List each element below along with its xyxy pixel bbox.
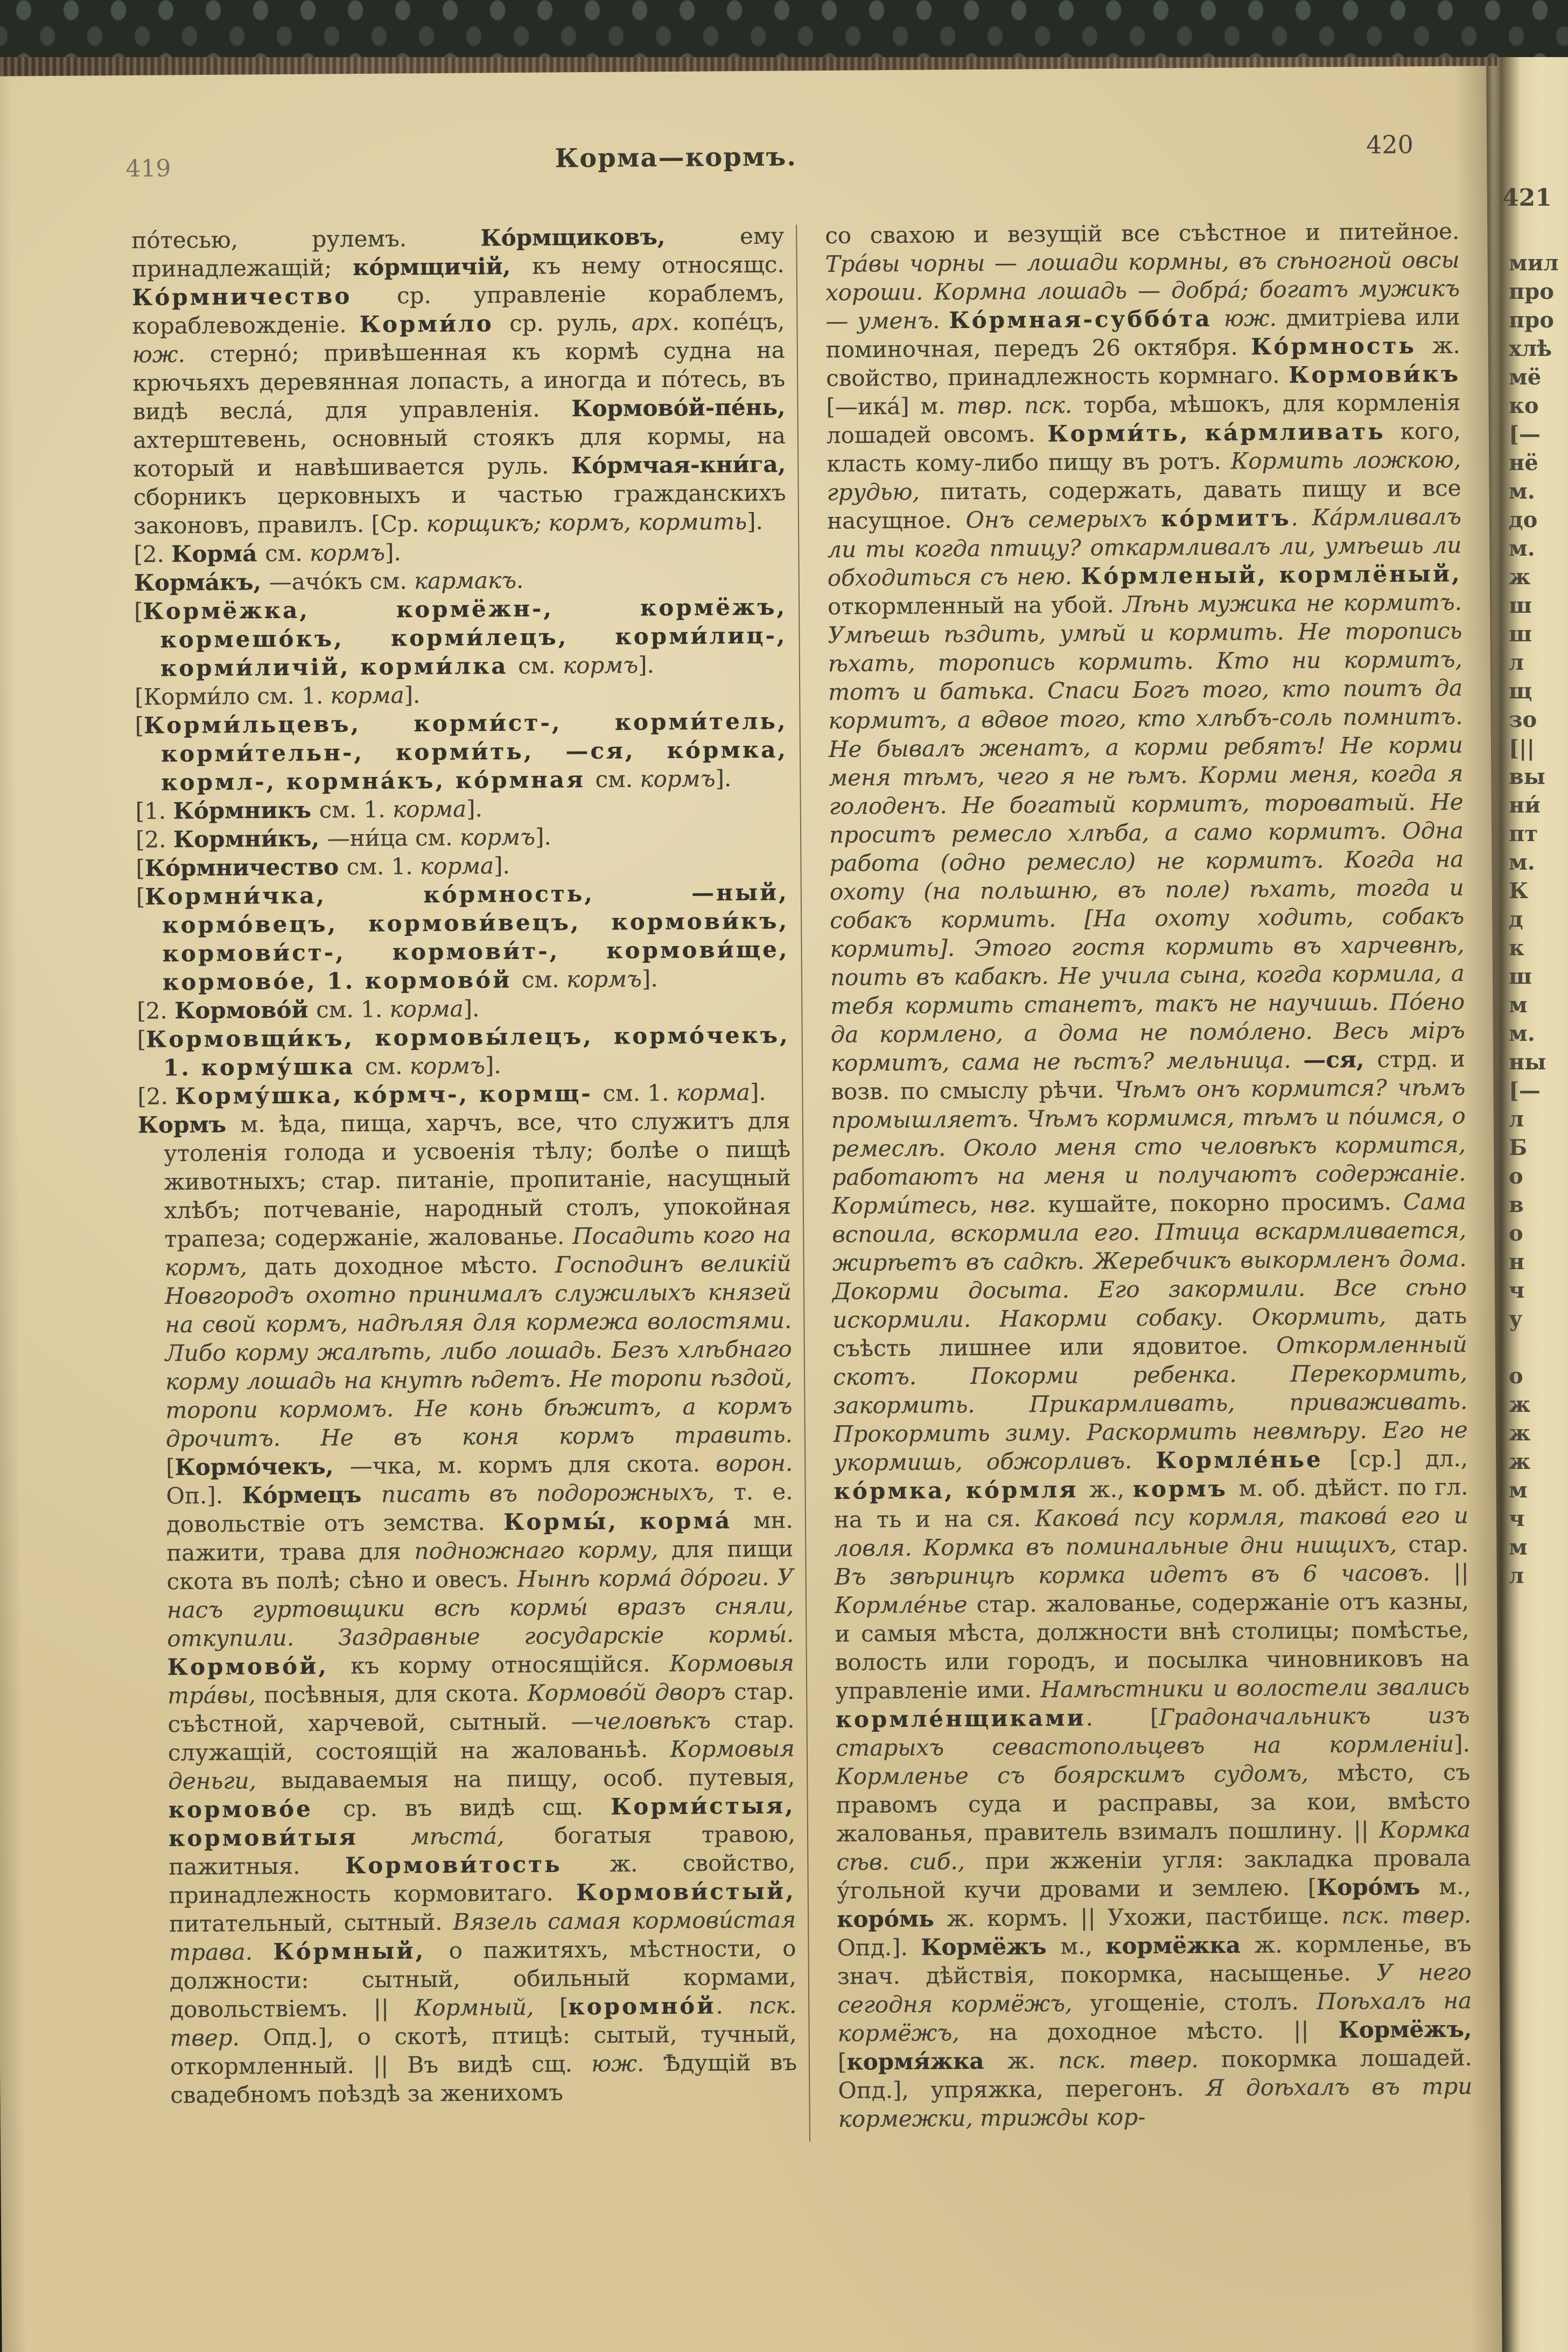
text-segment: Кормни́чка, ко́рмность, —ный, кормо́вецъ, кормови́вецъ, кормови́къ, кормови́ст-, кормови́т-, кормови́ще, кормово́е, 1. кормово́й (145, 879, 789, 996)
next-page-text-fragment: м (1509, 992, 1528, 1018)
text-segment: корма (419, 852, 494, 880)
text-segment: мѣста́, (410, 1822, 555, 1850)
text-segment: корщикъ; кормъ, кормить (426, 508, 747, 537)
text-segment: [ср.] дл., (1349, 1445, 1468, 1473)
text-segment: —чка, м. кормъ для скота. (349, 1450, 716, 1480)
text-segment: Ко́рмникъ (173, 796, 319, 824)
scanner-mat (0, 0, 1568, 57)
next-page-text-fragment: м. (1509, 536, 1535, 561)
text-segment: см. 1. (319, 796, 393, 823)
next-page-text-fragment: ш (1509, 593, 1532, 618)
text-segment: питать, содержать, давать пищу и все насущное. (827, 474, 1461, 534)
text-segment: корма (676, 1079, 751, 1106)
text-segment: нвг. (989, 1191, 1048, 1218)
text-segment: Кормёжъ, (1338, 2015, 1472, 2043)
text-segment: [ (136, 883, 145, 910)
next-page-text-fragment: ж (1509, 1392, 1531, 1417)
entry-paragraph (136, 821, 788, 853)
text-segment: для пищи скота въ полѣ; сѣно и овесъ. (166, 1535, 794, 1595)
next-page-text-fragment: н (1509, 1249, 1525, 1275)
running-title: Корма—кормъ. (555, 142, 797, 174)
text-segment: Чѣмъ онъ кормится? чѣмъ промышляетъ. Чѣмъ кормимся, тѣмъ и по́имся, о ремеслѣ. Около меня сто человѣкъ кормится, работаютъ на меня и получаютъ содержаніе. Корми́тесь, (831, 1074, 1466, 1219)
text-segment: питательный, сытный. (169, 1908, 453, 1937)
text-segment: Откормленный скотъ. Покорми ребенка. Перекормить, закормить. Прикармливать, приваживать. Прокормить зиму. Раскормить невмѣру. Его не укормишь, обжорливъ. (832, 1331, 1468, 1476)
next-page-text-fragment: [— (1509, 422, 1541, 447)
text-segment: см. (521, 966, 567, 993)
next-page-text-fragment: м. (1509, 479, 1535, 504)
text-segment: Ко́рмецъ (242, 1481, 382, 1509)
text-segment: Кормёжъ (921, 1933, 1061, 1961)
text-segment: [ (837, 2048, 847, 2075)
text-segment: Намѣстники и волостели звались (1040, 1673, 1470, 1703)
next-page-text-fragment: ж (1509, 1449, 1531, 1474)
text-segment: Корми́стыя, кормови́тыя (168, 1792, 795, 1852)
entry-paragraph (134, 564, 787, 597)
text-segment: Корму́шка, ко́рмч-, кормщ- (175, 1080, 603, 1110)
text-segment: ]. (746, 508, 764, 535)
text-segment: ]. (750, 1079, 766, 1105)
text-segment: см. (518, 652, 563, 679)
text-segment: мѣсто, съ правомъ суда и расправы, за кои, вмѣсто жалованья, правитель взималъ пошлину. || (836, 1759, 1471, 1847)
text-segment: Кормови́стый, (576, 1878, 796, 1906)
text-segment: ]. (641, 965, 658, 992)
next-page-text-fragment: К (1509, 878, 1529, 904)
text-segment: Кормовыя тра́вы, (167, 1649, 794, 1709)
text-segment: см. 1. (316, 996, 390, 1023)
text-segment: . (716, 1992, 749, 2019)
text-segment: по́тесью, рулемъ. (131, 225, 481, 254)
next-page-text-fragment: л (1509, 1563, 1524, 1588)
text-segment: стар. съѣстной, харчевой, сытный. (167, 1678, 795, 1738)
entry-paragraph (136, 878, 789, 996)
text-segment: Кормка сѣв. сиб., (836, 1816, 1471, 1875)
next-page-text-fragment: вы (1509, 764, 1545, 789)
next-page-text-fragment: ни́ (1509, 793, 1541, 818)
text-segment: см. 1. (603, 1079, 676, 1107)
text-segment: кармакъ (414, 566, 517, 594)
next-page-text-fragment: ч (1509, 1506, 1525, 1531)
text-segment: Коро́мъ (1316, 1873, 1439, 1901)
text-segment: [ (137, 1026, 146, 1053)
next-page-text-fragment: Б (1509, 1135, 1528, 1160)
entry-paragraph (131, 221, 786, 540)
text-segment: кормъ (640, 765, 716, 793)
text-segment: ]. (404, 682, 421, 709)
text-segment: посѣвныя, для скота. (264, 1679, 528, 1709)
text-segment: см. (264, 540, 310, 567)
column-right (825, 217, 1473, 2133)
text-segment: арх. (631, 309, 693, 336)
next-page-number: 421 (1502, 184, 1552, 212)
entry-paragraph (137, 1077, 790, 1110)
next-page-text-fragment: ш (1509, 964, 1532, 989)
text-segment: ж. кормленье, въ знач. дѣйствія, покормка, насыщенье. (837, 1930, 1472, 1990)
next-page-text-fragment: ж (1509, 1420, 1531, 1446)
text-segment: [2. (137, 1083, 176, 1110)
text-segment: Кормови́къ (1288, 360, 1461, 388)
column-left (131, 221, 797, 2138)
next-page-text-fragment: л (1509, 1107, 1524, 1132)
text-segment: выдаваемыя на пищу, особ. путевыя, (281, 1763, 795, 1794)
entry-paragraph (134, 592, 787, 682)
text-segment: Какова́ псу кормля, такова́ его и ловля. Кормка въ поминальные дни нищихъ, (834, 1502, 1469, 1562)
text-segment: кормя́жка (846, 2047, 1008, 2075)
next-page-text-fragment: ко (1509, 393, 1539, 418)
text-segment: Кормленье съ боярскимъ судомъ, (836, 1760, 1338, 1790)
next-page-text-fragment: мил (1509, 250, 1559, 276)
text-segment: —ачо́къ см. (269, 568, 415, 596)
text-segment: кого, класть кому-либо пищу въ ротъ. (827, 417, 1461, 477)
next-page-text-fragment: м. (1509, 850, 1535, 875)
text-segment: ]. (638, 652, 655, 678)
next-page-text-fragment: хлѣ (1509, 336, 1552, 361)
text-segment: [Корми́ло см. 1. (135, 682, 331, 710)
text-segment: Я доѣхалъ въ три кормежки, трижды кор- (838, 2073, 1473, 2132)
entry-paragraph (136, 849, 788, 882)
next-page-text-fragment: пт (1509, 821, 1538, 846)
text-segment: [—ика́] м. (826, 393, 957, 420)
text-segment: Ко́рмничество (144, 853, 347, 881)
text-segment: || (1453, 1559, 1469, 1586)
text-segment: ко́рмитъ (1160, 504, 1291, 532)
text-segment: Нынѣ корма́ до́роги. У насъ гуртовщики всѣ кормы́ вразъ сняли, откупили. Заздравные государскіе кормы́. (166, 1564, 794, 1652)
next-page-text-fragment: ж (1509, 564, 1531, 590)
text-segment: кормово́е (168, 1795, 344, 1823)
next-page-fragments (1509, 249, 1568, 1590)
text-segment: Корми́ло (359, 310, 510, 338)
text-segment: коро́мь (836, 1905, 947, 1933)
text-segment: юж. (1223, 304, 1286, 332)
text-segment: ]. (485, 1052, 501, 1079)
text-segment: къ корму относящійся. (350, 1650, 670, 1679)
text-segment: —человѣкъ (571, 1707, 734, 1735)
text-segment: Градоначальникъ изъ старыхъ севастопольцевъ на кормленіи (835, 1702, 1470, 1761)
next-page-text-fragment: м (1509, 1478, 1528, 1503)
text-segment: Корма́къ, (134, 569, 269, 596)
entry-paragraph (135, 678, 787, 711)
text-segment: стар. жалованье, содержаніе отъ казны, и самыя мѣста, должности внѣ столицы; помѣстье, волость или городъ, и посылка чиновниковъ на управленіе ими. (835, 1587, 1469, 1704)
next-page-text-fragment: к (1509, 935, 1524, 961)
entry-paragraph (137, 1020, 790, 1082)
text-segment: пск. твер. (1058, 2046, 1222, 2074)
text-segment: Господинъ великій Новгородъ охотно принималъ служилыхъ князей на свой кормъ, надѣляя для кормежа волостями. Либо корму жалѣть, либо лошадь. Безъ хлѣбнаго корму лошадь на кнутѣ ѣдетъ. Не торопи ѣздой, торопи кормомъ. Не конь бѣжитъ, а кормъ дрочитъ. Не въ коня кормъ травить. (164, 1250, 793, 1452)
text-segment: откормленный на убой. (827, 591, 1123, 620)
text-segment: Кормово́й (174, 996, 317, 1024)
text-segment: корма (389, 995, 464, 1023)
text-segment: на доходное мѣсто. || (989, 2017, 1339, 2046)
text-segment: кормъ (459, 823, 536, 851)
next-page-text-fragment: ч (1509, 1278, 1525, 1303)
next-page-text-fragment: м (1509, 1535, 1528, 1560)
text-segment: Въ звѣринцѣ кормка идетъ въ 6 часовъ. (834, 1559, 1454, 1590)
text-segment: м., (1060, 1933, 1106, 1959)
next-page-text-fragment: [|| (1509, 736, 1535, 761)
text-segment: Кормни́къ, (173, 825, 327, 853)
text-segment: Посадить кого на кормъ, (164, 1221, 792, 1281)
text-segment: Корма́ (171, 540, 265, 568)
text-segment: кормъ (309, 539, 386, 566)
text-segment: сборникъ церковныхъ и частью гражданскихъ законовъ, правилъ. [Ср. (133, 479, 786, 539)
next-page-text-fragment: о (1509, 1363, 1523, 1389)
text-segment: [ (135, 712, 144, 739)
text-segment: см. (595, 766, 640, 793)
text-segment: ж. свойство, принадлежность кормнаго. (825, 332, 1460, 391)
entry-paragraph (825, 217, 1473, 2133)
next-page-text-fragment: д (1509, 907, 1523, 932)
text-segment: ж. кормъ. || Ухожи, пастбище. (947, 1902, 1342, 1932)
text-segment: Кормо́чекъ, (174, 1453, 350, 1481)
entry-paragraph (138, 1106, 797, 2109)
text-segment: Кормёжка, кормёжн-, кормёжъ, кормешо́къ, корми́лецъ, корми́лиц-, корми́личій, корми́лка (143, 593, 787, 682)
next-page-text-fragment: [— (1509, 1078, 1541, 1103)
text-segment: ]. (535, 823, 551, 850)
text-segment: подножнаго корму, (414, 1536, 672, 1565)
entry-paragraph (135, 706, 788, 796)
text-segment: Ко́рмничество (131, 282, 397, 311)
text-segment: м. ѣда, пища, харчъ, все, что служитъ для утоленія голода и усвоенія тѣлу; болѣе о пищѣ животныхъ; стар. питаніе, пропитаніе, насущный хлѣбъ; потчеваніе, народный столъ, упокойная трапеза; содержаніе, жалованье. (163, 1107, 792, 1252)
text-segment: Онъ семерыхъ (965, 505, 1161, 534)
text-segment: кормле́нщиками (835, 1704, 1086, 1733)
next-page-text-fragment: до (1509, 507, 1538, 533)
text-segment: Кормле́нье (1156, 1446, 1350, 1474)
text-segment: пск. твер. (170, 1992, 797, 2052)
text-segment: м. об. дѣйст. по гл. на ть и на ся. (834, 1473, 1468, 1533)
text-segment: Ко́рмная-суббо́та (949, 305, 1224, 334)
text-segment: ]. (715, 765, 732, 792)
text-segment: —ся, (1303, 1046, 1377, 1073)
text-segment: Ко́рмчая-кни́га, (571, 451, 786, 479)
text-segment: кормъ (409, 1052, 486, 1080)
text-segment: см. (365, 1053, 410, 1080)
text-segment: Ѣдущій въ свадебномъ поѣздѣ за женихомъ (170, 2049, 797, 2109)
next-page-text-fragment: м. (1509, 1021, 1535, 1046)
next-page-text-fragment: ны (1509, 1049, 1546, 1075)
text-segment: т. е. довольствіе отъ земства. (166, 1478, 793, 1538)
text-segment: м., (1439, 1873, 1471, 1900)
text-segment: ахтерштевень, основный стоякъ для кормы, на который и навѣшивается руль. (132, 422, 786, 482)
text-segment: Кормови́тость (345, 1850, 610, 1879)
text-segment: [ (166, 1454, 175, 1481)
text-segment: Сама вспоила, вскормила его. Птица вскармливается, жирѣетъ въ садкѣ. Жеребчикъ выкормленъ дома. Докорми досыта. Его закормили. Все сѣно искормили. Накорми собаку. Окормить, (832, 1188, 1467, 1333)
text-segment: см. 1. (346, 853, 421, 880)
text-segment: ]. (1453, 1730, 1471, 1757)
text-segment: юж. (132, 340, 210, 368)
text-segment: ср. руль, (509, 309, 632, 337)
next-page-text-fragment: нё (1509, 450, 1538, 475)
text-segment: ср. въ видѣ сщ. (342, 1793, 611, 1822)
next-page-text-fragment: про (1509, 279, 1554, 304)
text-segment: Ко́рмность (1250, 332, 1432, 360)
text-segment: [ (136, 855, 145, 881)
text-segment: ж., (1089, 1475, 1133, 1503)
text-segment: Ко́рмный, (273, 1937, 449, 1965)
text-segment: [2. (137, 997, 175, 1024)
text-segment: дать доходное мѣсто. (264, 1251, 556, 1280)
entry-paragraph (137, 992, 789, 1025)
next-page-text-fragment: у (1509, 1306, 1523, 1332)
text-segment: Кормово́й, (167, 1653, 351, 1681)
text-segment: Кормить ложкою, грудью, (827, 446, 1461, 506)
next-page-text-fragment: мё (1509, 365, 1542, 390)
text-segment: со свахою и везущій все съѣстное и питейное. (825, 218, 1460, 249)
text-segment: . [ (1086, 1704, 1159, 1731)
text-segment: Корми́льцевъ, корми́ст-, корми́тель, корми́тельн-, корми́ть, —ся, ко́рмка, кормл-, кормна́къ, ко́рмная (143, 708, 788, 796)
text-segment: ко́рмщичій, (352, 253, 533, 281)
text-segment: ]. (493, 852, 510, 879)
entry-paragraph (134, 535, 786, 568)
text-segment: Поѣхалъ на кормёжъ, (837, 1987, 1472, 2047)
text-segment: торба, мѣшокъ, для кормленія лошадей овсомъ. (826, 389, 1461, 449)
text-segment: ж. свойство, принадлежность кормовитаго. (169, 1849, 796, 1909)
text-segment: стар. служащій, состоящій на жалованьѣ. (167, 1706, 795, 1766)
next-page-text-fragment: л (1509, 650, 1524, 675)
text-segment: корма (392, 795, 467, 823)
next-page-text-fragment: зо (1509, 707, 1537, 732)
text-segment: Кормовщи́къ, кормовы́лецъ, кормо́чекъ, 1. корму́шка (145, 1021, 790, 1081)
text-segment: [1. (135, 797, 173, 824)
text-segment: Кормный, (414, 1993, 560, 2021)
text-segment: ворон. (716, 1450, 793, 1477)
text-segment: [ (559, 1993, 569, 2020)
text-segment: кушайте, покорно просимъ. (1048, 1188, 1403, 1218)
text-segment: стерно́; привѣшенная къ кормѣ судна на крючьяхъ деревянная лопасть, а иногда и по́тесь, въ видѣ весла́, для управленія. (132, 337, 786, 425)
text-segment: ж. (1007, 2047, 1059, 2074)
text-segment: У него сегодня кормёжъ, (837, 1958, 1472, 2018)
next-page-text-fragment: ш (1509, 621, 1532, 647)
text-segment: копе́цъ, (692, 308, 785, 335)
text-segment: ср. управленіе кораблемъ, кораблевожденіе. (132, 279, 785, 339)
text-segment: Оп.]. (166, 1482, 242, 1509)
text-segment: ]. (466, 795, 483, 822)
text-segment: Корми́ть, ка́рмливать (1047, 418, 1401, 447)
text-segment: стрд. и возв. по смыслу рѣчи. (831, 1045, 1466, 1105)
text-segment: къ нему относящс. (532, 251, 785, 279)
page-number-right: 420 (1366, 130, 1414, 159)
entry-paragraph (136, 792, 788, 825)
text-segment: дмитріева или поминочная, передъ 26 октября. (825, 303, 1460, 363)
text-segment: Опд.]. (837, 1934, 921, 1961)
next-page-text-fragment: о (1509, 1221, 1523, 1246)
text-segment: —ни́ца см. (327, 824, 460, 852)
next-page-text-fragment: о (1509, 1164, 1523, 1189)
next-page-text-fragment: щ (1509, 678, 1532, 704)
text-segment: [2. (135, 826, 174, 853)
text-segment: юж. (591, 2050, 663, 2077)
next-page-text-fragment: про (1509, 307, 1554, 333)
text-segment: ]. (384, 539, 401, 566)
text-segment: писать въ подорожныхъ, (381, 1479, 734, 1508)
text-segment: Ко́рмленый, кормлёный, (1080, 560, 1462, 590)
text-segment: угощеніе, столъ. (1090, 1988, 1317, 2017)
text-segment: коромно́й (568, 1992, 716, 2020)
text-segment: кормъ (1132, 1475, 1239, 1502)
text-segment: Лѣнь мужика не кормитъ. Умѣешь ѣздить, умѣй и кормить. Не торопись ѣхать, торопись кормить. Кто ни кормитъ, тотъ и батька. Спаси Богъ того, кто поитъ да кормитъ, а вдвое того, кто хлѣбъ-соль помнитъ. Не бывалъ женатъ, а корми ребятъ! Не корми меня тѣмъ, чего я не ѣмъ. Корми меня, когда я голоденъ. Не богатый кормитъ, тороватый. Не проситъ ремесло хлѣба, а само кормитъ. Одна работа (одно ремесло) не кормитъ. Когда на охоту (на польшню, въ поле) ѣхать, тогда и собакъ кормить. [На охоту ходить, собакъ кормить]. Этого гостя кормить въ харчевнѣ, поить въ кабакѣ. Не учила сына, когда кормила, а тебя кормить станетъ, такъ не научишь. По́ено да кормлено, а дома не помо́лено. Весь міръ кормитъ, сама не ѣстъ? мельница. (828, 589, 1465, 1076)
text-segment: покормка лошадей. Опд.], упряжка, перегонъ. (838, 2044, 1473, 2104)
dictionary-page (0, 55, 1502, 2352)
text-segment: Кормле́нье (834, 1591, 977, 1619)
text-segment: Кормовыя деньги, (168, 1735, 795, 1795)
text-segment: Вязель самая кормови́стая трава. (169, 1906, 796, 1966)
text-segment: Ко́рмщиковъ, (480, 222, 740, 251)
text-segment: пск. твер. (1341, 1901, 1472, 1929)
text-segment: ко́рмка, ко́рмля (834, 1476, 1090, 1504)
text-segment: кормъ (566, 965, 642, 993)
text-segment: Кормово́й-пе́нь, (571, 394, 786, 422)
text-segment: кормёжка (1105, 1931, 1255, 1959)
text-segment: . (516, 566, 524, 593)
text-segment: Опд.], о скотѣ, птицѣ: сытый, тучный, откормленный. || Въ видѣ сщ. (170, 2020, 797, 2080)
text-segment: . Ка́рмливалъ ли ты когда птицу? откармливалъ ли, умѣешь ли обходиться съ нею. (827, 503, 1462, 591)
text-segment: корма (330, 682, 404, 709)
text-segment: ему принадлежащій; (131, 222, 785, 282)
text-columns (131, 217, 1473, 2138)
next-page-text-fragment: в (1509, 1192, 1524, 1217)
text-segment: Тра́вы чорны — лошади кормны, въ сѣногной овсы хороши. Кормна лошадь — добра́; богатъ мужикъ — уменъ. (825, 246, 1460, 334)
page-number-left: 419 (125, 155, 171, 183)
text-segment: ]. (463, 995, 480, 1022)
text-segment: о пажитяхъ, мѣстности, о должности: сытный, обильный кормами, довольствіемъ. || (169, 1935, 797, 2023)
text-segment: [2. (134, 541, 172, 568)
text-segment: богатыя травою, пажитныя. (169, 1821, 796, 1880)
next-page-text-fragment (1509, 1333, 1568, 1362)
text-segment: твр. пск. (956, 391, 1084, 419)
text-segment: кормъ (562, 652, 639, 679)
text-segment: Кормово́й дворъ (527, 1678, 734, 1706)
text-segment: Кормъ (137, 1111, 241, 1138)
text-segment: [ (134, 598, 143, 625)
text-segment: дать съѣсть лишнее или ядовитое. (832, 1302, 1467, 1362)
text-segment: мн. пажити, трава для (166, 1507, 794, 1566)
text-segment: Кормы́, корма́ (503, 1507, 754, 1536)
text-segment: стар. (1408, 1530, 1469, 1558)
text-segment: при жженіи угля: закладка провала у́гольной кучи дровами и землею. [ (836, 1844, 1471, 1904)
